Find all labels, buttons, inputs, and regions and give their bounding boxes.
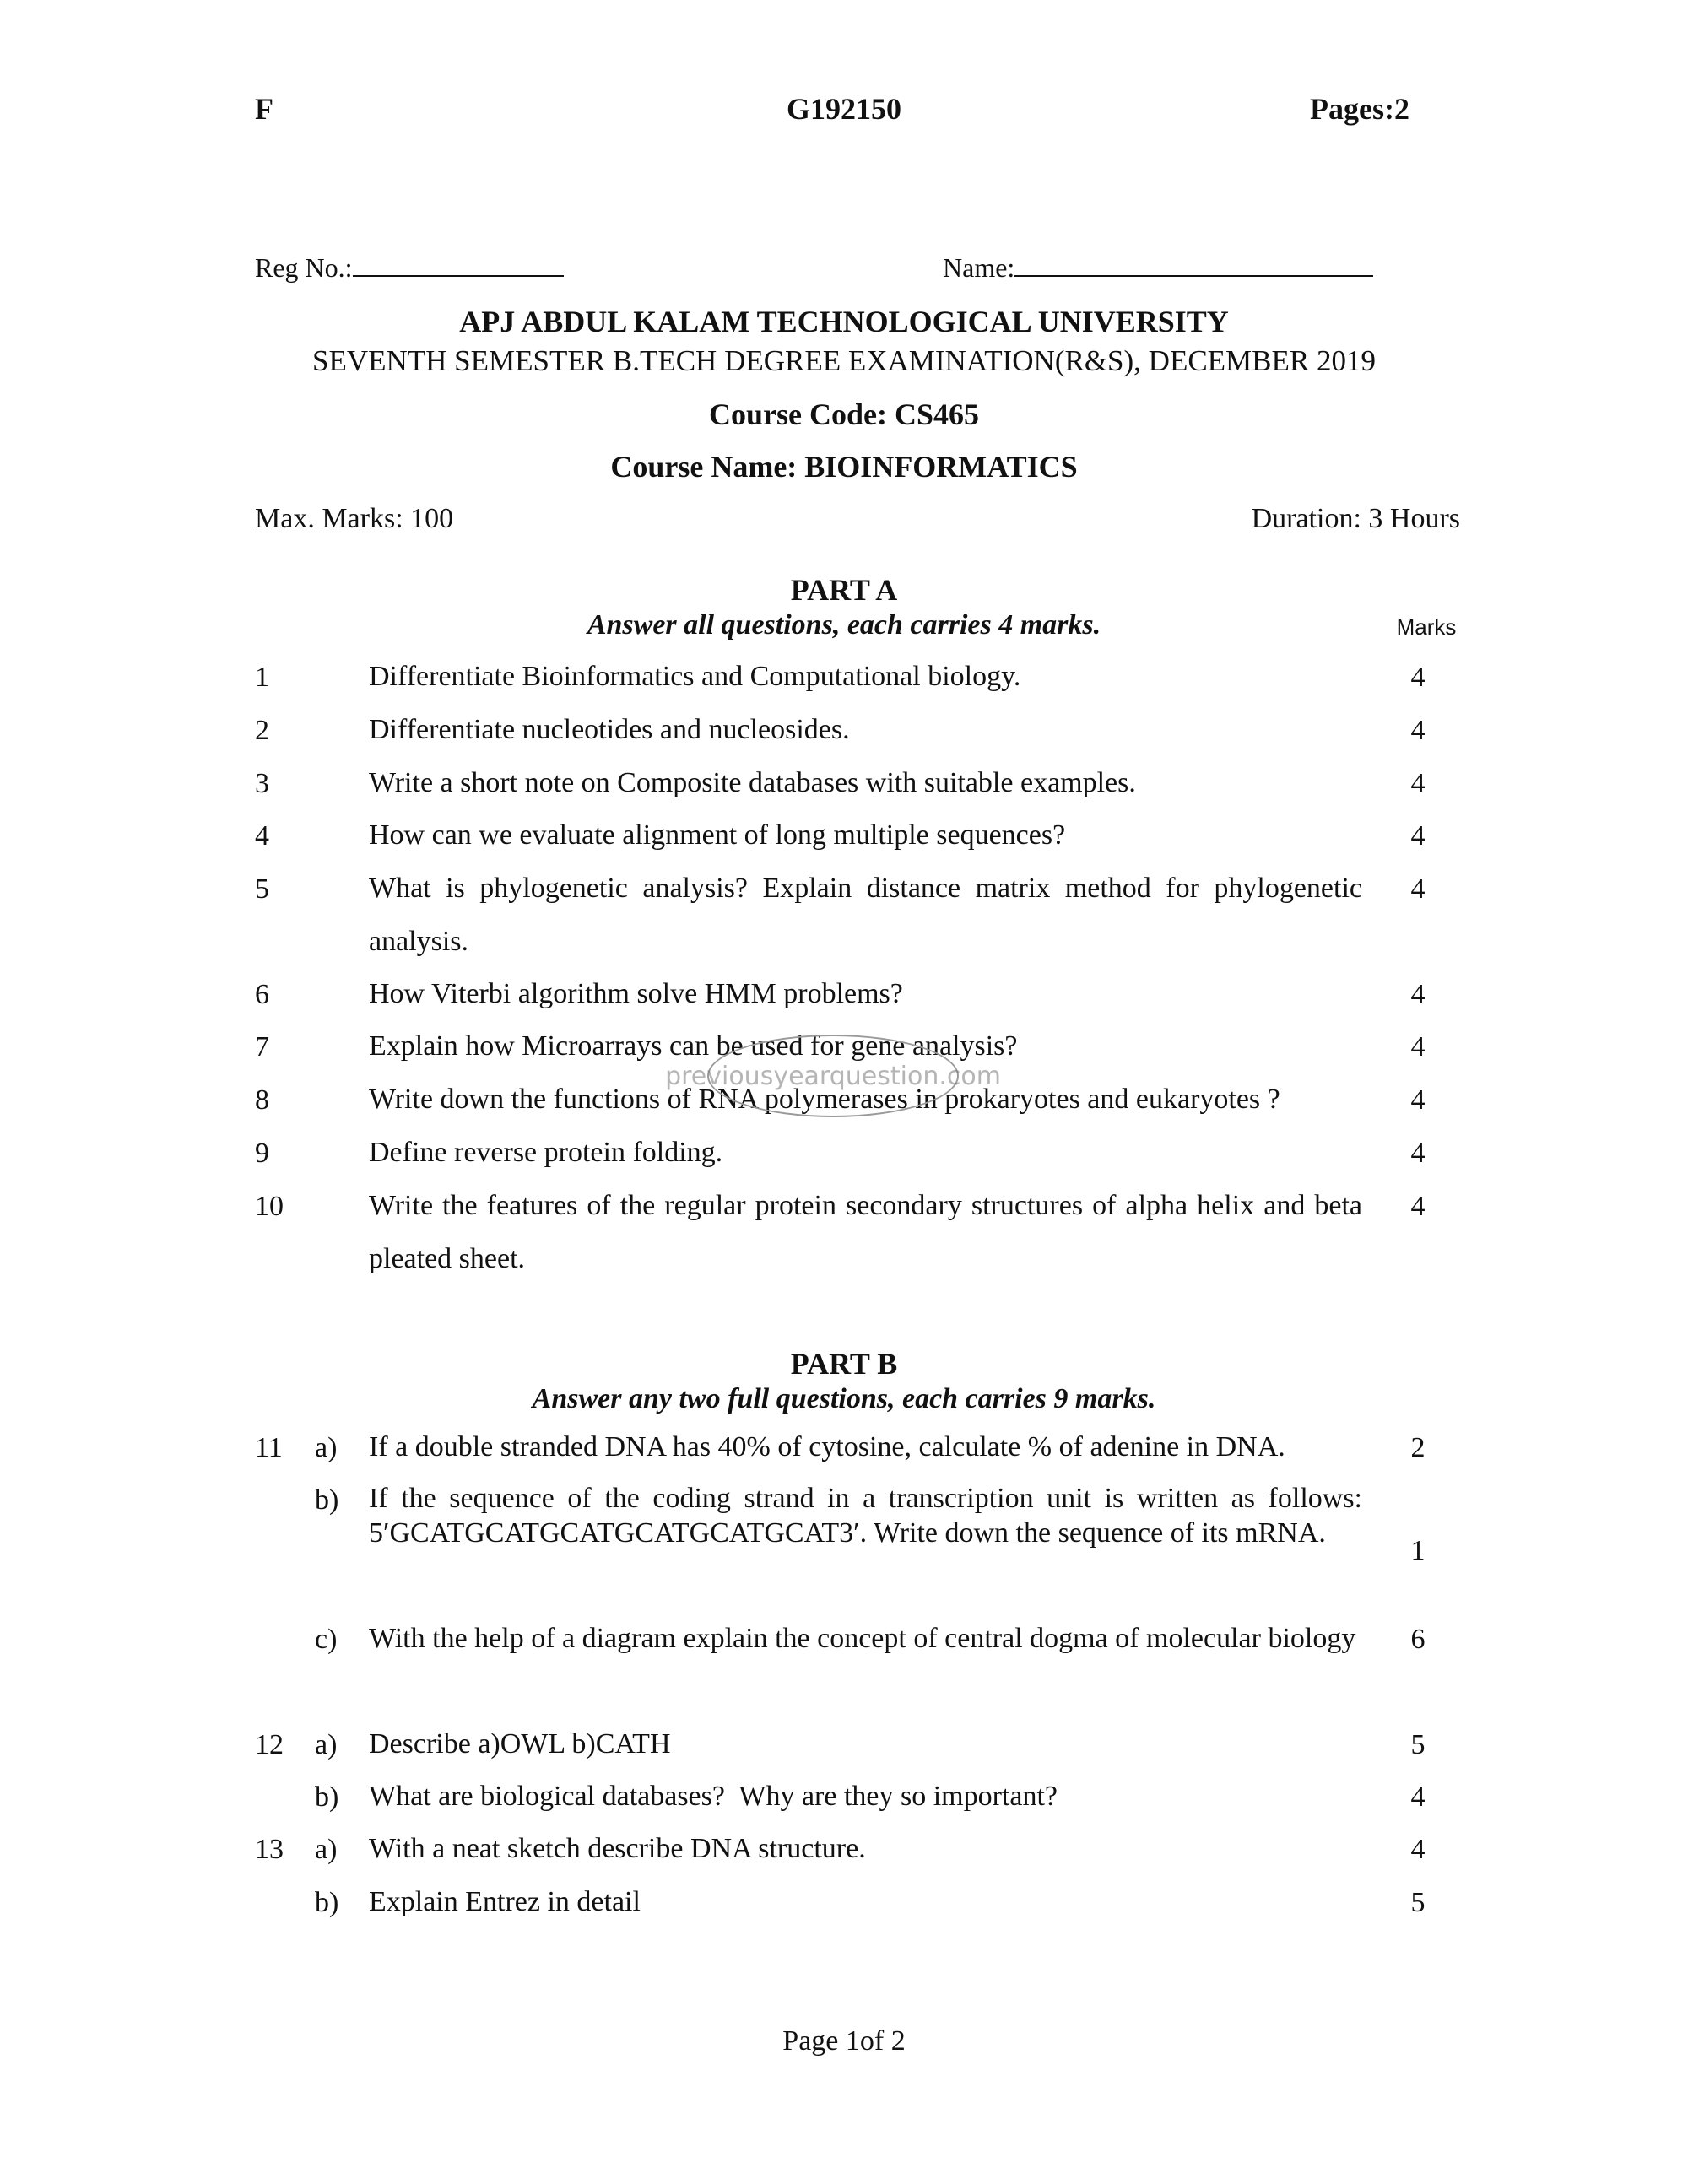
question-marks: 4 bbox=[1410, 715, 1426, 746]
question-marks: 4 bbox=[1410, 820, 1426, 851]
subquestion-label: a) bbox=[315, 1834, 338, 1865]
max-marks: Max. Marks: 100 bbox=[255, 503, 454, 534]
paper-code: G192150 bbox=[786, 92, 901, 126]
question-text: With the help of a diagram explain the concept of central dogma of molecular biology bbox=[369, 1623, 1356, 1654]
part-b-instruction: Answer any two full questions, each carries 9 marks. bbox=[532, 1383, 1156, 1414]
subquestion-label: b) bbox=[315, 1781, 339, 1813]
reg-no-field bbox=[255, 250, 564, 284]
question-number: 13 bbox=[255, 1834, 284, 1865]
question-text: Define reverse protein folding. bbox=[369, 1137, 723, 1168]
course-code: Course Code: CS465 bbox=[709, 397, 979, 431]
question-text: Write down the functions of RNA polymerases in prokaryotes and eukaryotes ? bbox=[369, 1084, 1280, 1115]
question-number: 5 bbox=[255, 873, 269, 905]
question-number: 11 bbox=[255, 1432, 283, 1463]
part-a-title: PART A bbox=[790, 573, 898, 607]
question-marks: 2 bbox=[1410, 1432, 1426, 1463]
paper-set: F bbox=[255, 92, 273, 126]
question-text: Describe a)OWL b)CATH bbox=[369, 1728, 671, 1760]
question-marks: 4 bbox=[1410, 662, 1426, 693]
question-marks: 5 bbox=[1410, 1729, 1426, 1760]
subquestion-label: a) bbox=[315, 1729, 338, 1760]
question-text: How can we evaluate alignment of long multiple sequences? bbox=[369, 819, 1066, 851]
part-a-instruction: Answer all questions, each carries 4 marks. bbox=[587, 609, 1101, 641]
question-marks: 4 bbox=[1410, 979, 1426, 1010]
question-marks: 4 bbox=[1410, 1191, 1426, 1222]
question-text: Write a short note on Composite databases with suitable examples. bbox=[369, 767, 1136, 798]
subquestion-label: a) bbox=[315, 1432, 338, 1463]
question-marks: 4 bbox=[1410, 768, 1426, 799]
question-text: If a double stranded DNA has 40% of cytosine, calculate % of adenine in DNA. bbox=[369, 1431, 1285, 1462]
question-marks: 1 bbox=[1410, 1535, 1426, 1566]
question-marks: 4 bbox=[1410, 1031, 1426, 1062]
marks-column-header: Marks bbox=[1396, 614, 1457, 640]
question-text: If the sequence of the coding strand in a transcription unit is written as follows: 5′GCATGCATGCATGCATGCATGCAT3′. Write down the sequence of its mRNA. bbox=[369, 1483, 1362, 1549]
question-text: What is phylogenetic analysis? Explain distance matrix method for phylogenetic analysis. bbox=[369, 873, 1362, 957]
exam-title: SEVENTH SEMESTER B.TECH DEGREE EXAMINATION(R&S), DECEMBER 2019 bbox=[312, 344, 1376, 377]
question-text: How Viterbi algorithm solve HMM problems? bbox=[369, 978, 903, 1009]
duration: Duration: 3 Hours bbox=[1251, 503, 1460, 534]
subquestion-label: b) bbox=[315, 1484, 339, 1516]
question-number: 3 bbox=[255, 768, 269, 799]
subquestion-label: c) bbox=[315, 1624, 338, 1655]
question-marks: 4 bbox=[1410, 1084, 1426, 1116]
question-marks: 4 bbox=[1410, 1781, 1426, 1813]
question-text: With a neat sketch describe DNA structure. bbox=[369, 1833, 866, 1864]
question-number: 12 bbox=[255, 1729, 284, 1760]
question-number: 6 bbox=[255, 979, 269, 1010]
question-marks: 4 bbox=[1410, 1834, 1426, 1865]
name-line bbox=[1014, 250, 1373, 277]
question-number: 1 bbox=[255, 662, 269, 693]
question-number: 7 bbox=[255, 1031, 269, 1062]
university-title: APJ ABDUL KALAM TECHNOLOGICAL UNIVERSITY bbox=[459, 305, 1229, 338]
page-count: Pages:2 bbox=[1310, 92, 1409, 126]
question-text: What are biological databases? Why are they so important? bbox=[369, 1781, 1058, 1812]
question-text: Write the features of the regular protein secondary structures of alpha helix and beta pleated sheet. bbox=[369, 1190, 1362, 1274]
question-number: 9 bbox=[255, 1138, 269, 1169]
reg-no-label: Reg No.: bbox=[255, 252, 353, 283]
question-marks: 6 bbox=[1410, 1624, 1426, 1655]
question-number: 10 bbox=[255, 1191, 284, 1222]
subquestion-label: b) bbox=[315, 1887, 339, 1918]
question-marks: 4 bbox=[1410, 1138, 1426, 1169]
question-number: 2 bbox=[255, 715, 269, 746]
question-marks: 5 bbox=[1410, 1887, 1426, 1918]
question-text: Explain Entrez in detail bbox=[369, 1886, 641, 1917]
question-text: Differentiate nucleotides and nucleosides. bbox=[369, 714, 850, 745]
question-number: 8 bbox=[255, 1084, 269, 1116]
question-number: 4 bbox=[255, 820, 269, 851]
watermark-stamp: previousyearquestion.com bbox=[707, 1035, 959, 1117]
name-field bbox=[943, 250, 1373, 284]
question-text: Explain how Microarrays can be used for gene analysis? bbox=[369, 1030, 1018, 1062]
name-label: Name: bbox=[943, 252, 1015, 283]
page-number: Page 1of 2 bbox=[782, 2025, 906, 2057]
part-b-title: PART B bbox=[790, 1347, 898, 1381]
question-text: Differentiate Bioinformatics and Computational biology. bbox=[369, 661, 1021, 692]
reg-no-line bbox=[353, 250, 564, 277]
course-name: Course Name: BIOINFORMATICS bbox=[610, 450, 1078, 484]
question-marks: 4 bbox=[1410, 873, 1426, 905]
